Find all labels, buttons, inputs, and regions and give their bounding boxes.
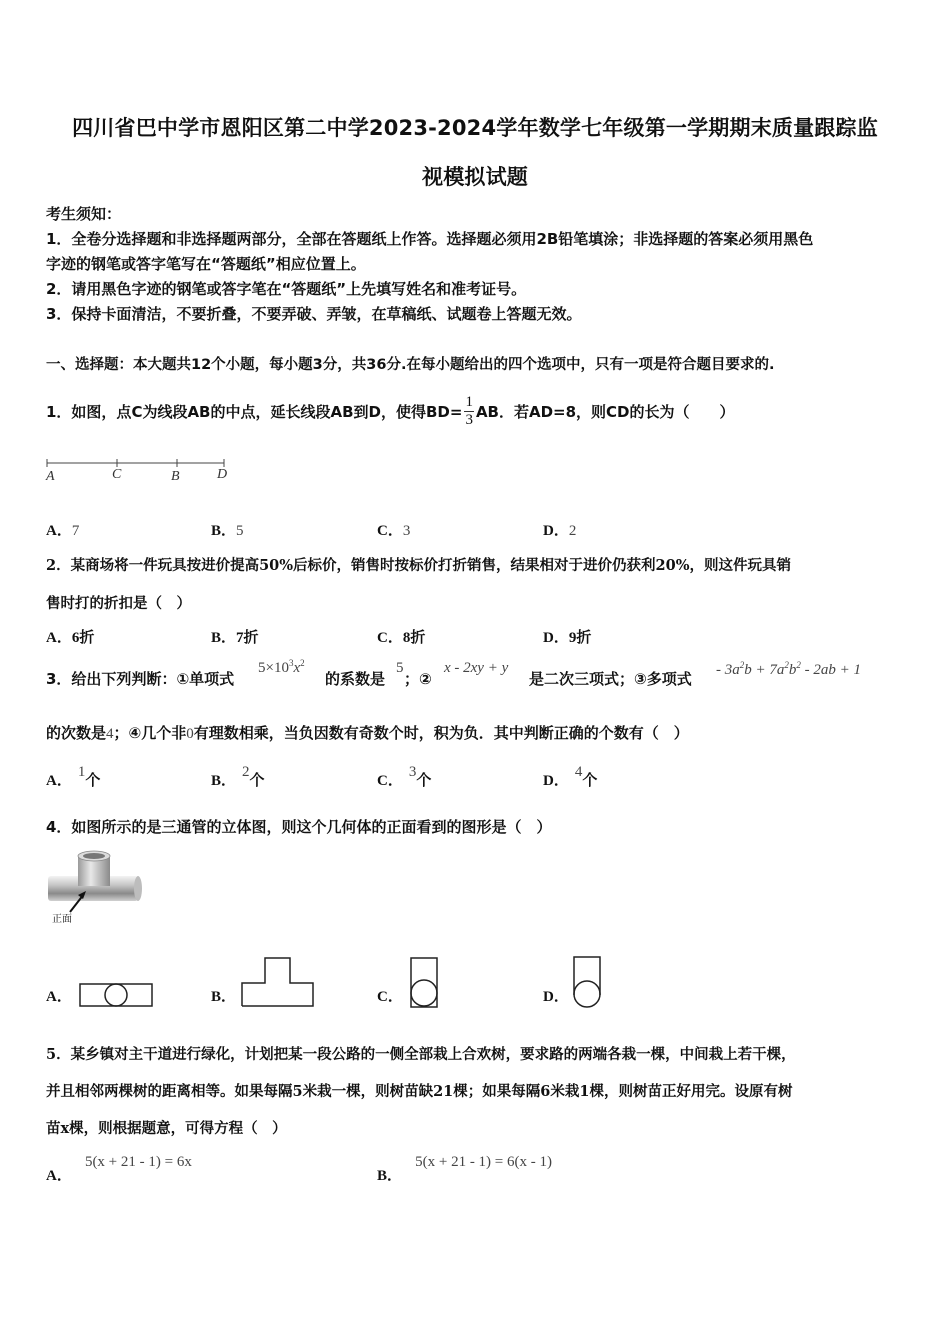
degree-value: 4 [106, 726, 114, 742]
option-value: 7折 [236, 630, 259, 646]
option-unit: 个 [249, 771, 265, 789]
notice-item-1: 1．全卷分选择题和非选择题两部分，全部在答题纸上作答。选择题必须用2B铅笔填涂；非选择题的答案必须用黑色 [46, 230, 814, 248]
tee-pipe-figure [44, 848, 144, 928]
option-value: 4 [574, 764, 583, 780]
question-2-line-1: 2．某商场将一件玩具按进价提高50%后标价，销售时按标价打折销售，结果相对于进价仍获利20%，则这件玩具销 [46, 557, 791, 574]
coef-text: 的系数是 [325, 670, 386, 688]
question-5-line-1: 5．某乡镇对主干道进行绿化，计划把某一段公路的一侧全部栽上合欢树，要求路的两端各栽一棵，中间栽上若干棵， [46, 1046, 796, 1063]
poly3-part-c: b [788, 662, 797, 678]
question-2-line-2: 售时打的折扣是（ ） [46, 595, 191, 612]
judgement-2-label: ；② [404, 670, 432, 688]
monomial-expression [258, 660, 305, 677]
question-3-line-2 [46, 722, 689, 743]
option-label: A． [46, 773, 72, 789]
notice-heading: 考生须知： [46, 205, 122, 223]
question-4-text: 4．如图所示的是三通管的立体图，则这个几何体的正面看到的图形是（ ） [46, 818, 552, 836]
option-value: 2 [242, 764, 250, 780]
point-label-b: B [171, 469, 180, 484]
poly3-exp-3: 2 [796, 660, 801, 670]
option-q1-d[interactable] [543, 519, 576, 540]
doc-title-line1: 四川省巴中学市恩阳区第二中学2023-2024学年数学七年级第一学期期末质量跟踪监 [72, 116, 878, 140]
question-5-line-3: 苗x棵，则根据题意，可得方程（ ） [46, 1120, 287, 1137]
zero-value: 0 [186, 726, 194, 742]
option-q4-b[interactable]: B． [211, 989, 237, 1005]
option-label: A． [46, 523, 72, 539]
q3-line2-b: ；④几个非 [113, 724, 187, 742]
option-label: D． [543, 630, 569, 646]
option-equation: 5(x + 21 - 1) = 6x [84, 1154, 192, 1170]
question-1-text-b: AB．若AD=8，则CD的长为（ ） [475, 403, 735, 421]
option-equation: 5(x + 21 - 1) = 6(x - 1) [415, 1154, 552, 1170]
option-unit: 个 [85, 771, 101, 789]
option-q4-b-shape[interactable] [240, 956, 316, 1009]
poly3-part-b: b + 7a [744, 662, 785, 678]
section-heading: 一、选择题：本大题共12个小题，每小题3分，共36分.在每小题给出的四个选项中，只有一项是符合题目要求的. [46, 357, 775, 373]
option-label: D． [543, 523, 569, 539]
option-q4-d[interactable]: D． [543, 989, 569, 1005]
option-q4-d-shape[interactable] [571, 955, 603, 1009]
option-value: 3 [402, 523, 411, 539]
option-q2-c[interactable] [377, 626, 425, 647]
point-label-a: A [46, 469, 55, 484]
q3-line2-a: 的次数是 [46, 724, 107, 742]
option-q2-d[interactable] [543, 626, 591, 647]
option-q4-a-shape[interactable] [79, 981, 154, 1008]
poly3-exp-2: 2 [784, 660, 789, 670]
q3-line2-c: 有理数相乘，当负因数有奇数个时，积为负．其中判断正确的个数有（ ） [193, 724, 689, 742]
question-1-text-a: 1．如图，点C为线段AB的中点，延长线段AB到D，使得BD= [46, 403, 463, 421]
option-value: 7 [71, 523, 80, 539]
option-q1-b[interactable] [211, 519, 244, 540]
option-label: D． [543, 773, 569, 789]
coef-value: 5 [396, 660, 404, 676]
option-value: 8折 [402, 630, 426, 646]
notice-item-1-cont: 字迹的钢笔或答字笔写在“答题纸”相应位置上。 [46, 255, 366, 273]
fraction-one-third [464, 394, 474, 429]
mono-exp-2: 2 [300, 658, 305, 668]
option-value: 6折 [71, 630, 95, 646]
option-q3-d[interactable] [543, 760, 598, 789]
doc-title-line2: 视模拟试题 [422, 165, 528, 189]
pipe-end-right [134, 876, 142, 901]
mono-var: x [293, 660, 301, 676]
option-q2-b[interactable] [211, 626, 259, 647]
option-q3-a[interactable] [46, 760, 101, 789]
point-label-d: D [217, 467, 228, 482]
option-value: 3 [408, 764, 417, 780]
option-q4-a[interactable]: A． [46, 989, 72, 1005]
option-label: B． [211, 523, 237, 539]
option-unit: 个 [582, 771, 598, 789]
notice-item-3: 3．保持卡面清洁，不要折叠，不要弄破、弄皱，在草稿纸、试题卷上答题无效。 [46, 305, 582, 323]
option-q3-b[interactable] [211, 760, 265, 789]
option-unit: 个 [416, 771, 432, 789]
point-label-c: C [112, 467, 122, 482]
line-segment-figure [44, 455, 236, 485]
option-q3-c[interactable] [377, 760, 432, 789]
option-value: 5 [236, 523, 244, 539]
notice-item-2: 2．请用黑色字迹的钢笔或答字笔在“答题纸”上先填写姓名和准考证号。 [46, 280, 527, 298]
option-label: B． [211, 630, 237, 646]
fraction-denominator: 3 [465, 412, 473, 428]
option-q4-c-shape[interactable] [408, 956, 440, 1009]
poly3-exp-1: 2 [739, 660, 745, 670]
option-label: C． [377, 773, 403, 789]
option-label: C． [377, 630, 403, 646]
option-q4-c[interactable]: C． [377, 989, 403, 1005]
option-value: 1 [77, 764, 86, 780]
poly3-part-a: - 3a [716, 662, 740, 678]
option-q2-a[interactable] [46, 626, 94, 647]
question-5-line-2: 并且相邻两棵树的距离相等。如果每隔5米栽一棵，则树苗缺21棵；如果每隔6米栽1棵，则树苗正好用完。设原有树 [46, 1083, 793, 1100]
option-value: 9折 [568, 630, 592, 646]
option-q5-a[interactable] [46, 1150, 192, 1184]
fraction-numerator: 1 [465, 394, 473, 410]
option-label: C． [377, 523, 403, 539]
option-label: A． [46, 630, 72, 646]
option-q1-c[interactable] [377, 519, 410, 540]
option-q5-b[interactable] [377, 1150, 552, 1184]
polynomial-2: x - 2xy + y [444, 660, 509, 676]
poly3-part-d: - 2ab + 1 [800, 662, 861, 678]
question-3-intro: 3．给出下列判断：①单项式 [46, 670, 235, 688]
option-label: B． [377, 1168, 403, 1184]
mono-exp-1: 3 [288, 658, 294, 668]
front-view-caption: 正面 [52, 914, 72, 925]
option-label: A． [46, 1168, 72, 1184]
question-1 [46, 394, 735, 429]
question-3-text-2: 是二次三项式；③多项式 [529, 670, 692, 688]
option-label: B． [211, 773, 237, 789]
polynomial-3 [716, 662, 861, 679]
mono-base: 5×10 [258, 660, 289, 676]
option-q1-a[interactable] [46, 519, 79, 540]
pipe-top-hole [83, 853, 105, 859]
option-value: 2 [568, 523, 577, 539]
